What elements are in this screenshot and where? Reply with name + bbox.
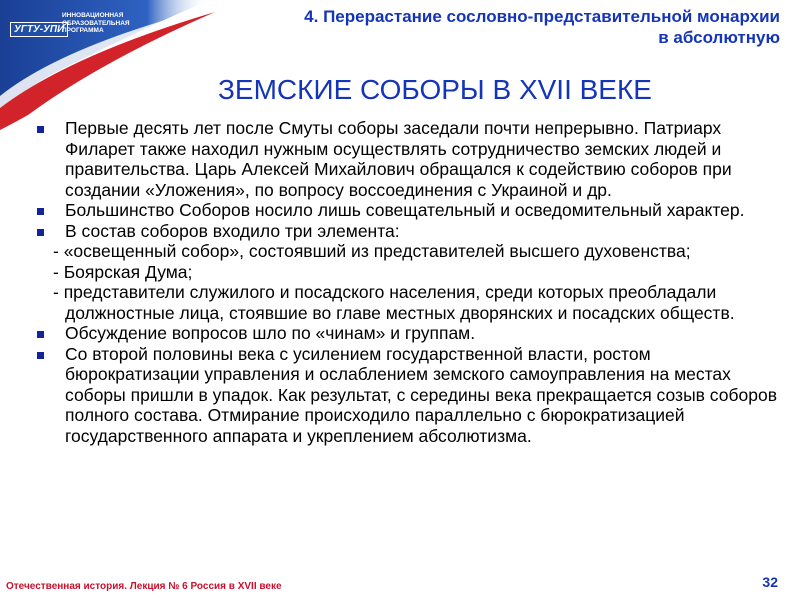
logo-line: ОБРАЗОВАТЕЛЬНАЯ <box>62 19 130 27</box>
slide-number: 32 <box>762 574 778 590</box>
bullet-item: Обсуждение вопросов шло по «чинам» и группам. <box>34 323 780 344</box>
sub-item-text: - «освещенный собор», состоявший из представителей высшего духовенства; <box>53 241 691 261</box>
sub-item-text: - представители служилого и посадского населения, среди которых преобладали должностные лица, стоявшие во главе местных дворянских и посадских обществ. <box>53 282 735 323</box>
bullet-item: Большинство Соборов носило лишь совещательный и осведомительный характер. <box>34 200 780 221</box>
logo-line: ИННОВАЦИОННАЯ <box>62 12 124 19</box>
bullet-item: Со второй половины века с усилением государственной власти, ростом бюрократизации управления и ослаблением земского самоуправления на местах соборы пришли в упадок. Как результат, с середины века прекращается созыв соборов полного состава. Отмирание происходило параллельно с бюрократизацией государственного аппарата и укреплением абсолютизма. <box>34 344 780 447</box>
logo-abbreviation: УГТУ-УПИ <box>10 22 68 37</box>
logo-line: ПРОГРАММА <box>62 27 104 34</box>
logo-caption <box>62 12 162 35</box>
bullet-item: В состав соборов входило три элемента: <box>34 221 780 242</box>
sub-item <box>34 241 780 262</box>
section-header-line2: в абсолютную <box>658 28 780 47</box>
bullet-item: Первые десять лет после Смуты соборы заседали почти непрерывно. Патриарх Филарет также находил нужным осуществлять сотрудничество земских людей и правительства. Царь Алексей Михайлович обращался к содействию соборов при создании «Уложения», по вопросу воссоединения с Украиной и др. <box>34 118 780 200</box>
section-header <box>220 6 780 48</box>
sub-item-text: - Боярская Дума; <box>53 261 193 282</box>
section-header-line1: 4. Перерастание сословно-представительной монархии <box>304 7 780 26</box>
slide-content <box>34 118 780 446</box>
footer-course-title: Отечественная история. Лекция № 6 Россия в XVII веке <box>6 581 282 592</box>
university-logo <box>10 8 160 48</box>
sub-item <box>34 282 780 323</box>
slide-title: ЗЕМСКИЕ СОБОРЫ В XVII ВЕКЕ <box>218 74 652 105</box>
sub-item <box>34 262 780 283</box>
